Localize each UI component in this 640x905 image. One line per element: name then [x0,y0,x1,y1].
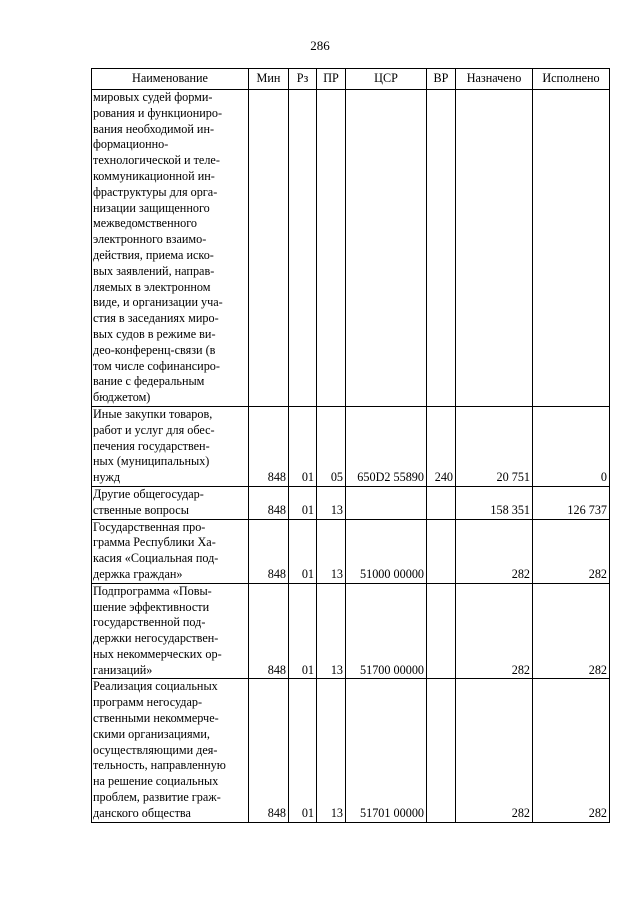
row-pr [317,90,346,407]
row-rz [289,90,317,407]
row-assigned: 282 [456,583,533,679]
row-rz: 01 [289,486,317,519]
row-assigned: 282 [456,519,533,583]
row-min: 848 [249,679,289,822]
row-min: 848 [249,406,289,486]
row-min: 848 [249,486,289,519]
row-rz: 01 [289,583,317,679]
row-vr [427,679,456,822]
row-name: Подпрограмма «Повы- шение эффективности государственной под- держки негосударствен- ных некоммерческих ор- ганизаций» [92,583,249,679]
row-assigned [456,90,533,407]
row-executed: 126 737 [533,486,610,519]
row-vr [427,486,456,519]
row-vr [427,583,456,679]
row-pr: 13 [317,679,346,822]
row-assigned: 20 751 [456,406,533,486]
row-vr: 240 [427,406,456,486]
table-row [92,519,610,583]
row-assigned: 158 351 [456,486,533,519]
col-header-rz: Рз [289,69,317,90]
row-name: Государственная про- грамма Республики Ха- касия «Социальная под- держка граждан» [92,519,249,583]
row-vr [427,90,456,407]
row-rz: 01 [289,519,317,583]
row-name: Иные закупки товаров, работ и услуг для обес- печения государствен- ных (муниципальных) нужд [92,406,249,486]
row-pr: 13 [317,519,346,583]
row-csr: 51701 00000 [346,679,427,822]
row-csr [346,486,427,519]
col-header-vr: ВР [427,69,456,90]
row-vr [427,519,456,583]
row-pr: 13 [317,583,346,679]
row-pr: 13 [317,486,346,519]
row-csr [346,90,427,407]
budget-table [91,68,610,823]
row-pr: 05 [317,406,346,486]
row-executed: 282 [533,519,610,583]
table-row [92,406,610,486]
page-number: 286 [310,38,330,53]
row-csr: 51000 00000 [346,519,427,583]
row-rz: 01 [289,679,317,822]
table-row [92,486,610,519]
row-rz: 01 [289,406,317,486]
row-csr: 51700 00000 [346,583,427,679]
row-min: 848 [249,519,289,583]
col-header-csr: ЦСР [346,69,427,90]
table-row [92,583,610,679]
row-executed: 282 [533,679,610,822]
row-executed: 0 [533,406,610,486]
row-executed: 282 [533,583,610,679]
col-header-executed: Исполнено [533,69,610,90]
row-assigned: 282 [456,679,533,822]
table-row [92,90,610,407]
header-row [92,69,610,90]
row-name: Другие общегосудар- ственные вопросы [92,486,249,519]
row-executed [533,90,610,407]
table-row [92,679,610,822]
row-csr: 650D2 55890 [346,406,427,486]
row-name: мировых судей форми- рования и функциониро- вания необходимой ин- формационно- технологической и теле- коммуникационной ин- фраструктуры для орга- низации защищенного межведомственного электронного взаимо- действия, приема иско- вых заявлений, направ- ляемых в электронном виде, и организации уча- стия в заседаниях миро- вых судов в режиме ви- део-конференц-связи (в том числе софинансиро- вание с федеральным бюджетом) [92,90,249,407]
row-name: Реализация социальных программ негосудар- ственными некоммерче- скими организациями, осуществляющими дея- тельность, направленную на решение социальных проблем, развитие граж- данского общества [92,679,249,822]
row-min [249,90,289,407]
col-header-pr: ПР [317,69,346,90]
col-header-assigned: Назначено [456,69,533,90]
col-header-min: Мин [249,69,289,90]
row-min: 848 [249,583,289,679]
col-header-name: Наименование [92,69,249,90]
